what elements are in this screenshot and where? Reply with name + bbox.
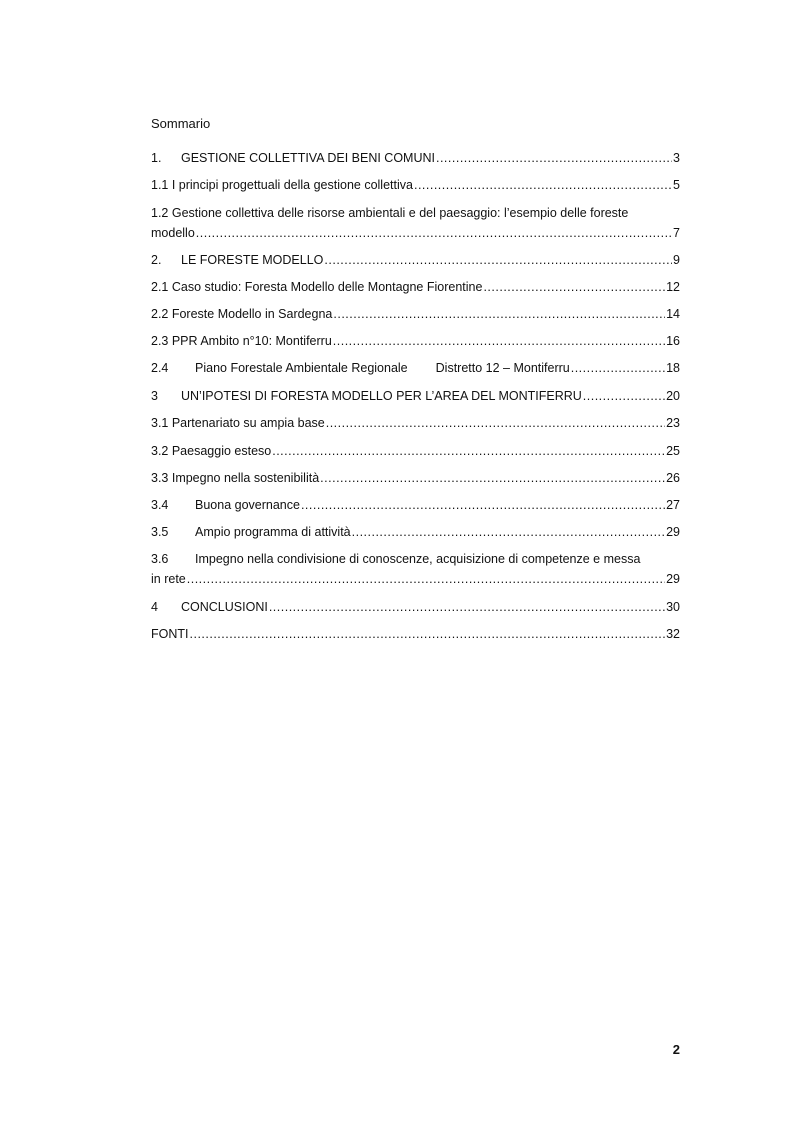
toc-entry-page: 3 bbox=[673, 151, 680, 165]
dot-leader bbox=[196, 223, 672, 243]
toc-entry-number: 3.4 bbox=[151, 498, 169, 512]
toc-entry-fonti[interactable] bbox=[151, 624, 680, 644]
dot-leader bbox=[583, 386, 665, 406]
toc-entry-page: 7 bbox=[673, 226, 680, 240]
toc-entry-page: 9 bbox=[673, 253, 680, 267]
dot-leader bbox=[333, 304, 665, 324]
toc-entry-page: 30 bbox=[666, 600, 680, 614]
dot-leader bbox=[187, 569, 665, 589]
page-number: 2 bbox=[672, 1042, 680, 1057]
toc-entry-1-2[interactable] bbox=[151, 203, 680, 243]
toc-entry-number: 4 bbox=[151, 600, 158, 614]
dot-leader bbox=[326, 413, 665, 433]
toc-entry-title: CONCLUSIONI bbox=[181, 600, 268, 614]
toc-entry-3-4[interactable] bbox=[151, 495, 680, 515]
toc-title: Sommario bbox=[151, 116, 211, 131]
toc-entry-title-continued: modello bbox=[151, 226, 195, 240]
dot-leader bbox=[269, 597, 665, 617]
toc-entry-title: Buona governance bbox=[195, 498, 300, 512]
toc-entry-title: LE FORESTE MODELLO bbox=[181, 253, 324, 267]
toc-entry-page: 29 bbox=[666, 525, 680, 539]
toc-entry-title: 1.2 Gestione collettiva delle risorse ambientali e del paesaggio: l’esempio delle foreste bbox=[151, 206, 629, 220]
toc-entry-title: Piano Forestale Ambientale Regionale bbox=[195, 361, 408, 375]
toc-entry-title-continued: in rete bbox=[151, 572, 186, 586]
toc-entry-3-2[interactable] bbox=[151, 441, 680, 461]
toc-entry-page: 18 bbox=[666, 361, 680, 375]
toc-entry-page: 5 bbox=[673, 178, 680, 192]
toc-entry-2[interactable] bbox=[151, 250, 680, 270]
toc-entry-3[interactable] bbox=[151, 386, 680, 406]
toc-entry-title-secondary: Distretto 12 – Montiferru bbox=[435, 361, 570, 375]
toc-entry-1-1[interactable] bbox=[151, 175, 680, 195]
dot-leader bbox=[571, 358, 665, 378]
toc-entry-title: GESTIONE COLLETTIVA DEI BENI COMUNI bbox=[181, 151, 435, 165]
toc-entry-1[interactable] bbox=[151, 148, 680, 168]
dot-leader bbox=[333, 331, 665, 351]
dot-leader bbox=[352, 522, 665, 542]
toc-entry-title: 2.2 Foreste Modello in Sardegna bbox=[151, 307, 333, 321]
toc-entry-4[interactable] bbox=[151, 597, 680, 617]
toc-entry-title: 2.3 PPR Ambito n°10: Montiferru bbox=[151, 334, 332, 348]
toc-entry-page: 20 bbox=[666, 389, 680, 403]
toc-entry-title: Ampio programma di attività bbox=[195, 525, 351, 539]
toc-entry-2-1[interactable] bbox=[151, 277, 680, 297]
toc-entry-page: 26 bbox=[666, 471, 680, 485]
toc-entry-3-3[interactable] bbox=[151, 468, 680, 488]
toc-entry-3-1[interactable] bbox=[151, 413, 680, 433]
toc-entry-number: 1. bbox=[151, 151, 162, 165]
toc-entry-page: 27 bbox=[666, 498, 680, 512]
toc-entry-title: 3.1 Partenariato su ampia base bbox=[151, 416, 325, 430]
toc-entry-page: 14 bbox=[666, 307, 680, 321]
toc-entry-title: 2.1 Caso studio: Foresta Modello delle Montagne Fiorentine bbox=[151, 280, 483, 294]
toc-entry-title: Impegno nella condivisione di conoscenze, acquisizione di competenze e messa bbox=[195, 552, 641, 566]
dot-leader bbox=[320, 468, 665, 488]
toc-entry-number: 3.5 bbox=[151, 525, 169, 539]
toc-entry-title: 1.1 I principi progettuali della gestione collettiva bbox=[151, 178, 413, 192]
toc-entry-2-2[interactable] bbox=[151, 304, 680, 324]
dot-leader bbox=[414, 175, 672, 195]
toc-entry-title: 3.3 Impegno nella sostenibilità bbox=[151, 471, 320, 485]
dot-leader bbox=[483, 277, 665, 297]
toc-entry-number: 2.4 bbox=[151, 361, 169, 375]
toc-entry-title: UN’IPOTESI DI FORESTA MODELLO PER L’AREA DEL MONTIFERRU bbox=[181, 389, 582, 403]
toc-entry-number: 3 bbox=[151, 389, 158, 403]
dot-leader bbox=[190, 624, 666, 644]
toc-entry-page: 16 bbox=[666, 334, 680, 348]
toc-entry-title: FONTI bbox=[151, 627, 189, 641]
toc-entry-page: 23 bbox=[666, 416, 680, 430]
toc-entry-2-3[interactable] bbox=[151, 331, 680, 351]
toc-entry-page: 25 bbox=[666, 444, 680, 458]
dot-leader bbox=[272, 441, 665, 461]
toc-entry-3-5[interactable] bbox=[151, 522, 680, 542]
dot-leader bbox=[301, 495, 665, 515]
toc-entry-number: 2. bbox=[151, 253, 162, 267]
toc-entry-title: 3.2 Paesaggio esteso bbox=[151, 444, 272, 458]
toc-entry-number: 3.6 bbox=[151, 552, 169, 566]
toc-entry-2-4[interactable] bbox=[151, 358, 680, 378]
toc-entry-page: 32 bbox=[666, 627, 680, 641]
dot-leader bbox=[436, 148, 672, 168]
dot-leader bbox=[324, 250, 672, 270]
toc-entry-page: 29 bbox=[666, 572, 680, 586]
toc-entry-page: 12 bbox=[666, 280, 680, 294]
toc-entry-3-6[interactable] bbox=[151, 549, 680, 589]
